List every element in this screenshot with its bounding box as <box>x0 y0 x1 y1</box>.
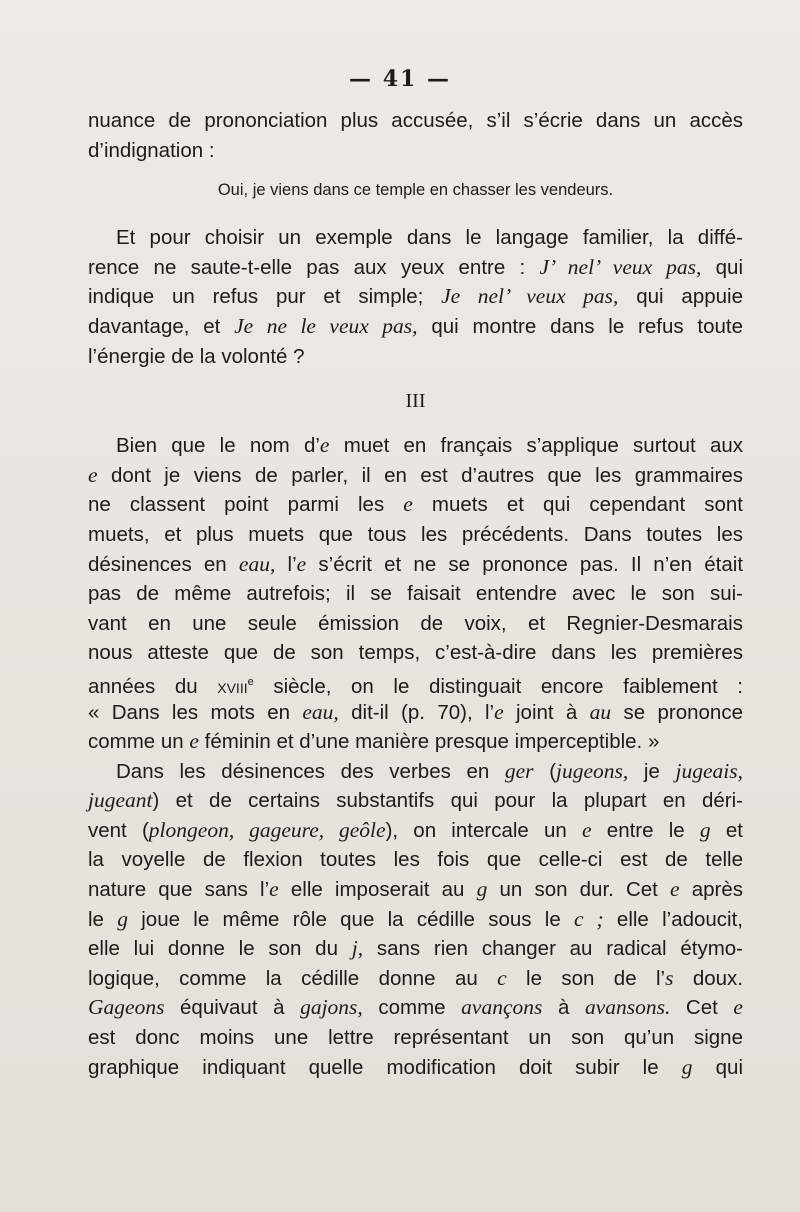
text-line: logique, comme la cédille donne au c le son de l’s doux. <box>88 965 743 990</box>
page-number: — 41 — <box>349 66 451 92</box>
body-text <box>88 106 743 1082</box>
section-heading: III <box>405 390 426 413</box>
text-line: Et pour choisir un exemple dans le langage familier, la diffé- <box>116 226 743 250</box>
text-line: le g joue le même rôle que la cédille sous le c ; elle l’adoucit, <box>88 906 744 931</box>
text-line: années du xviii$^e$ siècle, on le distinguait encore faiblement : <box>88 674 743 698</box>
text-line: nature que sans l’e elle imposerait au g un son dur. Cet e après <box>88 877 744 902</box>
text-line: comme un e féminin et d’une manière presque imperceptible. » <box>88 729 660 754</box>
text-line: nous atteste que de son temps, c’est-à-dire dans les premières <box>88 641 743 665</box>
text-line: « Dans les mots en eau, dit-il (p. 70), l’e joint à au se prononce <box>88 699 743 724</box>
text-line: l’énergie de la volonté ? <box>88 344 305 368</box>
block-quote: Oui, je viens dans ce temple en chasser les vendeurs. <box>217 181 614 200</box>
text-line: nuance de prononciation plus accusée, s’il s’écrie dans un accès <box>88 109 743 132</box>
text-line: ne classent point parmi les e muets et qui cependant sont <box>88 492 743 517</box>
text-line: muets, et plus muets que tous les précédents. Dans toutes les <box>88 522 743 546</box>
text-line: Dans les désinences des verbes en ger (jugeons, je jugeais, <box>116 758 743 783</box>
text-line: vant en une seule émission de voix, et Regnier-Desmarais <box>88 611 743 635</box>
text-line: davantage, et Je ne le veux pas, qui montre dans le refus toute <box>88 313 744 338</box>
text-line: d’indignation : <box>88 138 215 162</box>
text-line: vent (plongeon, gageure, geôle), on intercale un e entre le g et <box>88 817 743 842</box>
text-line: désinences en eau, l’e s’écrit et ne se prononce pas. Il n’en était <box>88 551 744 576</box>
text-line: est donc moins une lettre représentant un son qu’un signe <box>88 1026 743 1050</box>
text-line: rence ne saute-t-elle pas aux yeux entre : J’ nel’ veux pas, qui <box>88 254 743 279</box>
text-line: graphique indiquant quelle modification doit subir le g qui <box>88 1054 743 1079</box>
text-line: Gageons équivaut à gajons, comme avançons à avansons. Cet e <box>88 995 743 1020</box>
text-line: e dont je viens de parler, il en est d’autres que les grammaires <box>88 462 743 487</box>
text-line: Bien que le nom d’e muet en français s’applique surtout aux <box>116 433 743 458</box>
text-line: pas de même autrefois; il se faisait entendre avec le son sui- <box>88 582 743 606</box>
text-line: elle lui donne le son du j, sans rien changer au radical étymo- <box>88 936 743 961</box>
text-line: la voyelle de flexion toutes les fois que celle-ci est de telle <box>88 848 743 872</box>
text-line: jugeant) et de certains substantifs qui pour la plupart en déri- <box>88 788 743 813</box>
text-line: indique un refus pur et simple; Je nel’ veux pas, qui appuie <box>88 284 743 309</box>
